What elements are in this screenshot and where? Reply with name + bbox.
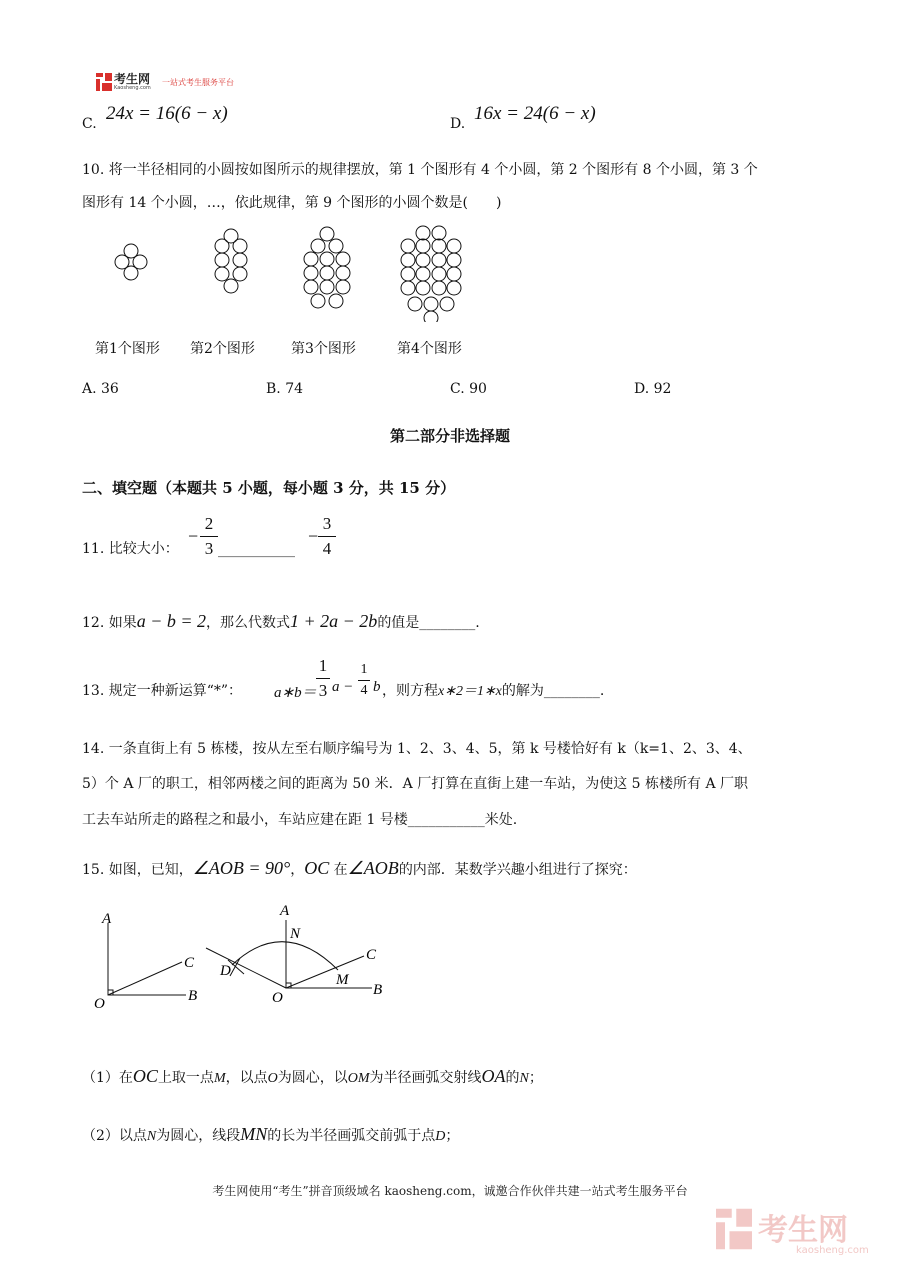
q10-option-c: C. 90 [450,381,487,397]
q11-frac2: 3 4 [318,514,336,559]
q15-intro: 15. 如图，已知，∠AOB = 90°，OC 在∠AOB的内部．某数学兴趣小组进行了探究： [82,858,637,878]
q10-figures [100,222,500,322]
q11-blank: ___________ [218,542,295,558]
q13-tail: b [373,679,381,695]
figure-label-3: 第3个图形 [291,341,356,357]
figure-4 [401,226,461,322]
watermark-icon [716,1207,752,1251]
q11-label: 11. 比较大小： [82,541,179,557]
q13-suffix: ，则方程x∗2＝1∗x的解为________. [382,683,605,699]
part2-title: 第二部分非选择题 [389,427,510,445]
logo-icon [96,73,112,91]
fig2-label-c: C [366,947,377,963]
fig1-label-b: B [188,988,198,1004]
q10-option-d: D. 92 [634,381,672,397]
q12: 12. 如果a − b = 2，那么代数式1 + 2a − 2b的值是________. [82,611,480,631]
option-d-label: D. [450,116,466,132]
logo-sub: Kaosheng.com [114,85,151,91]
fig2-label-a: A [280,903,290,919]
watermark-sub: kaosheng.com [796,1245,869,1256]
q11-frac1-sign: − [188,526,199,546]
q11-frac2-sign: − [308,526,319,546]
figure-2 [215,229,247,293]
q10-line1: 10. 将一半径相同的小圆按如图所示的规律摆放，第 1 个图形有 4 个小圆，第 2 个图形有 8 个小圆，第 3 个 [82,162,758,178]
q13-lhs: a∗b＝ [274,685,317,701]
option-c-label: C. [82,116,97,132]
figure-label-2: 第2个图形 [190,341,255,357]
fig2-label-o: O [272,990,283,1006]
figure-label-4: 第4个图形 [397,341,462,357]
footer-text: 考生网使用“考生”拼音顶级域名 kaosheng.com，诚邀合作伙伴共建一站式考生服务平台 [212,1184,688,1198]
watermark-text: 考生网 [758,1213,848,1248]
footer-watermark [716,1205,886,1261]
q13-mid: a − [332,679,354,695]
fig1-label-o: O [94,996,105,1012]
fig1-label-c: C [184,955,195,971]
logo-slogan: 一站式考生服务平台 [162,78,234,87]
figure-label-1: 第1个图形 [95,341,160,357]
header-logo [96,72,266,94]
q14-line2: 5）个 A 厂的职工，相邻两楼之间的距离为 50 米．A 厂打算在直街上建一车站，为使这 5 栋楼所有 A 厂职 [82,776,749,792]
q10-option-a: A. 36 [82,381,119,397]
figure-1 [115,244,147,280]
q14-line1: 14. 一条直街上有 5 栋楼，按从左至右顺序编号为 1、2、3、4、5，第 k 号楼恰好有 k（k=1、2、3、4、 [82,741,752,757]
q10-line2: 图形有 14 个小圆，…，依此规律，第 9 个图形的小圆个数是( ) [82,195,502,211]
q13-frac1: 1 3 [316,656,330,701]
option-c-expr: 24x = 16(6 − x) [106,103,228,124]
fig2-label-n: N [290,926,301,942]
q11-frac1: 2 3 [200,514,218,559]
q13-frac2: 1 4 [358,662,370,699]
figure-3 [304,227,350,308]
q15-step1: （1）在OC上取一点M，以点O为圆心，以OM为半径画弧交射线OA的N； [82,1066,543,1086]
q13-prefix: 13. 规定一种新运算“*”： [82,683,243,699]
logo-text: 考生网 [114,72,151,86]
q14-line3: 工去车站所走的路程之和最小，车站应建在距 1 号楼___________米处. [82,812,518,828]
fig2-label-m: M [336,972,349,988]
fig2-label-d: D [220,963,231,979]
fig2-label-b: B [373,982,383,998]
q10-option-b: B. 74 [266,381,304,397]
q15-figure-2 [200,898,400,1013]
option-d-expr: 16x = 24(6 − x) [474,103,596,124]
q15-step2: （2）以点N为圆心，线段MN的长为半径画弧交前弧于点D； [82,1124,460,1144]
fig1-label-a: A [102,911,112,927]
section-title: 二、填空题（本题共 5 小题，每小题 3 分，共 15 分） [82,479,456,497]
